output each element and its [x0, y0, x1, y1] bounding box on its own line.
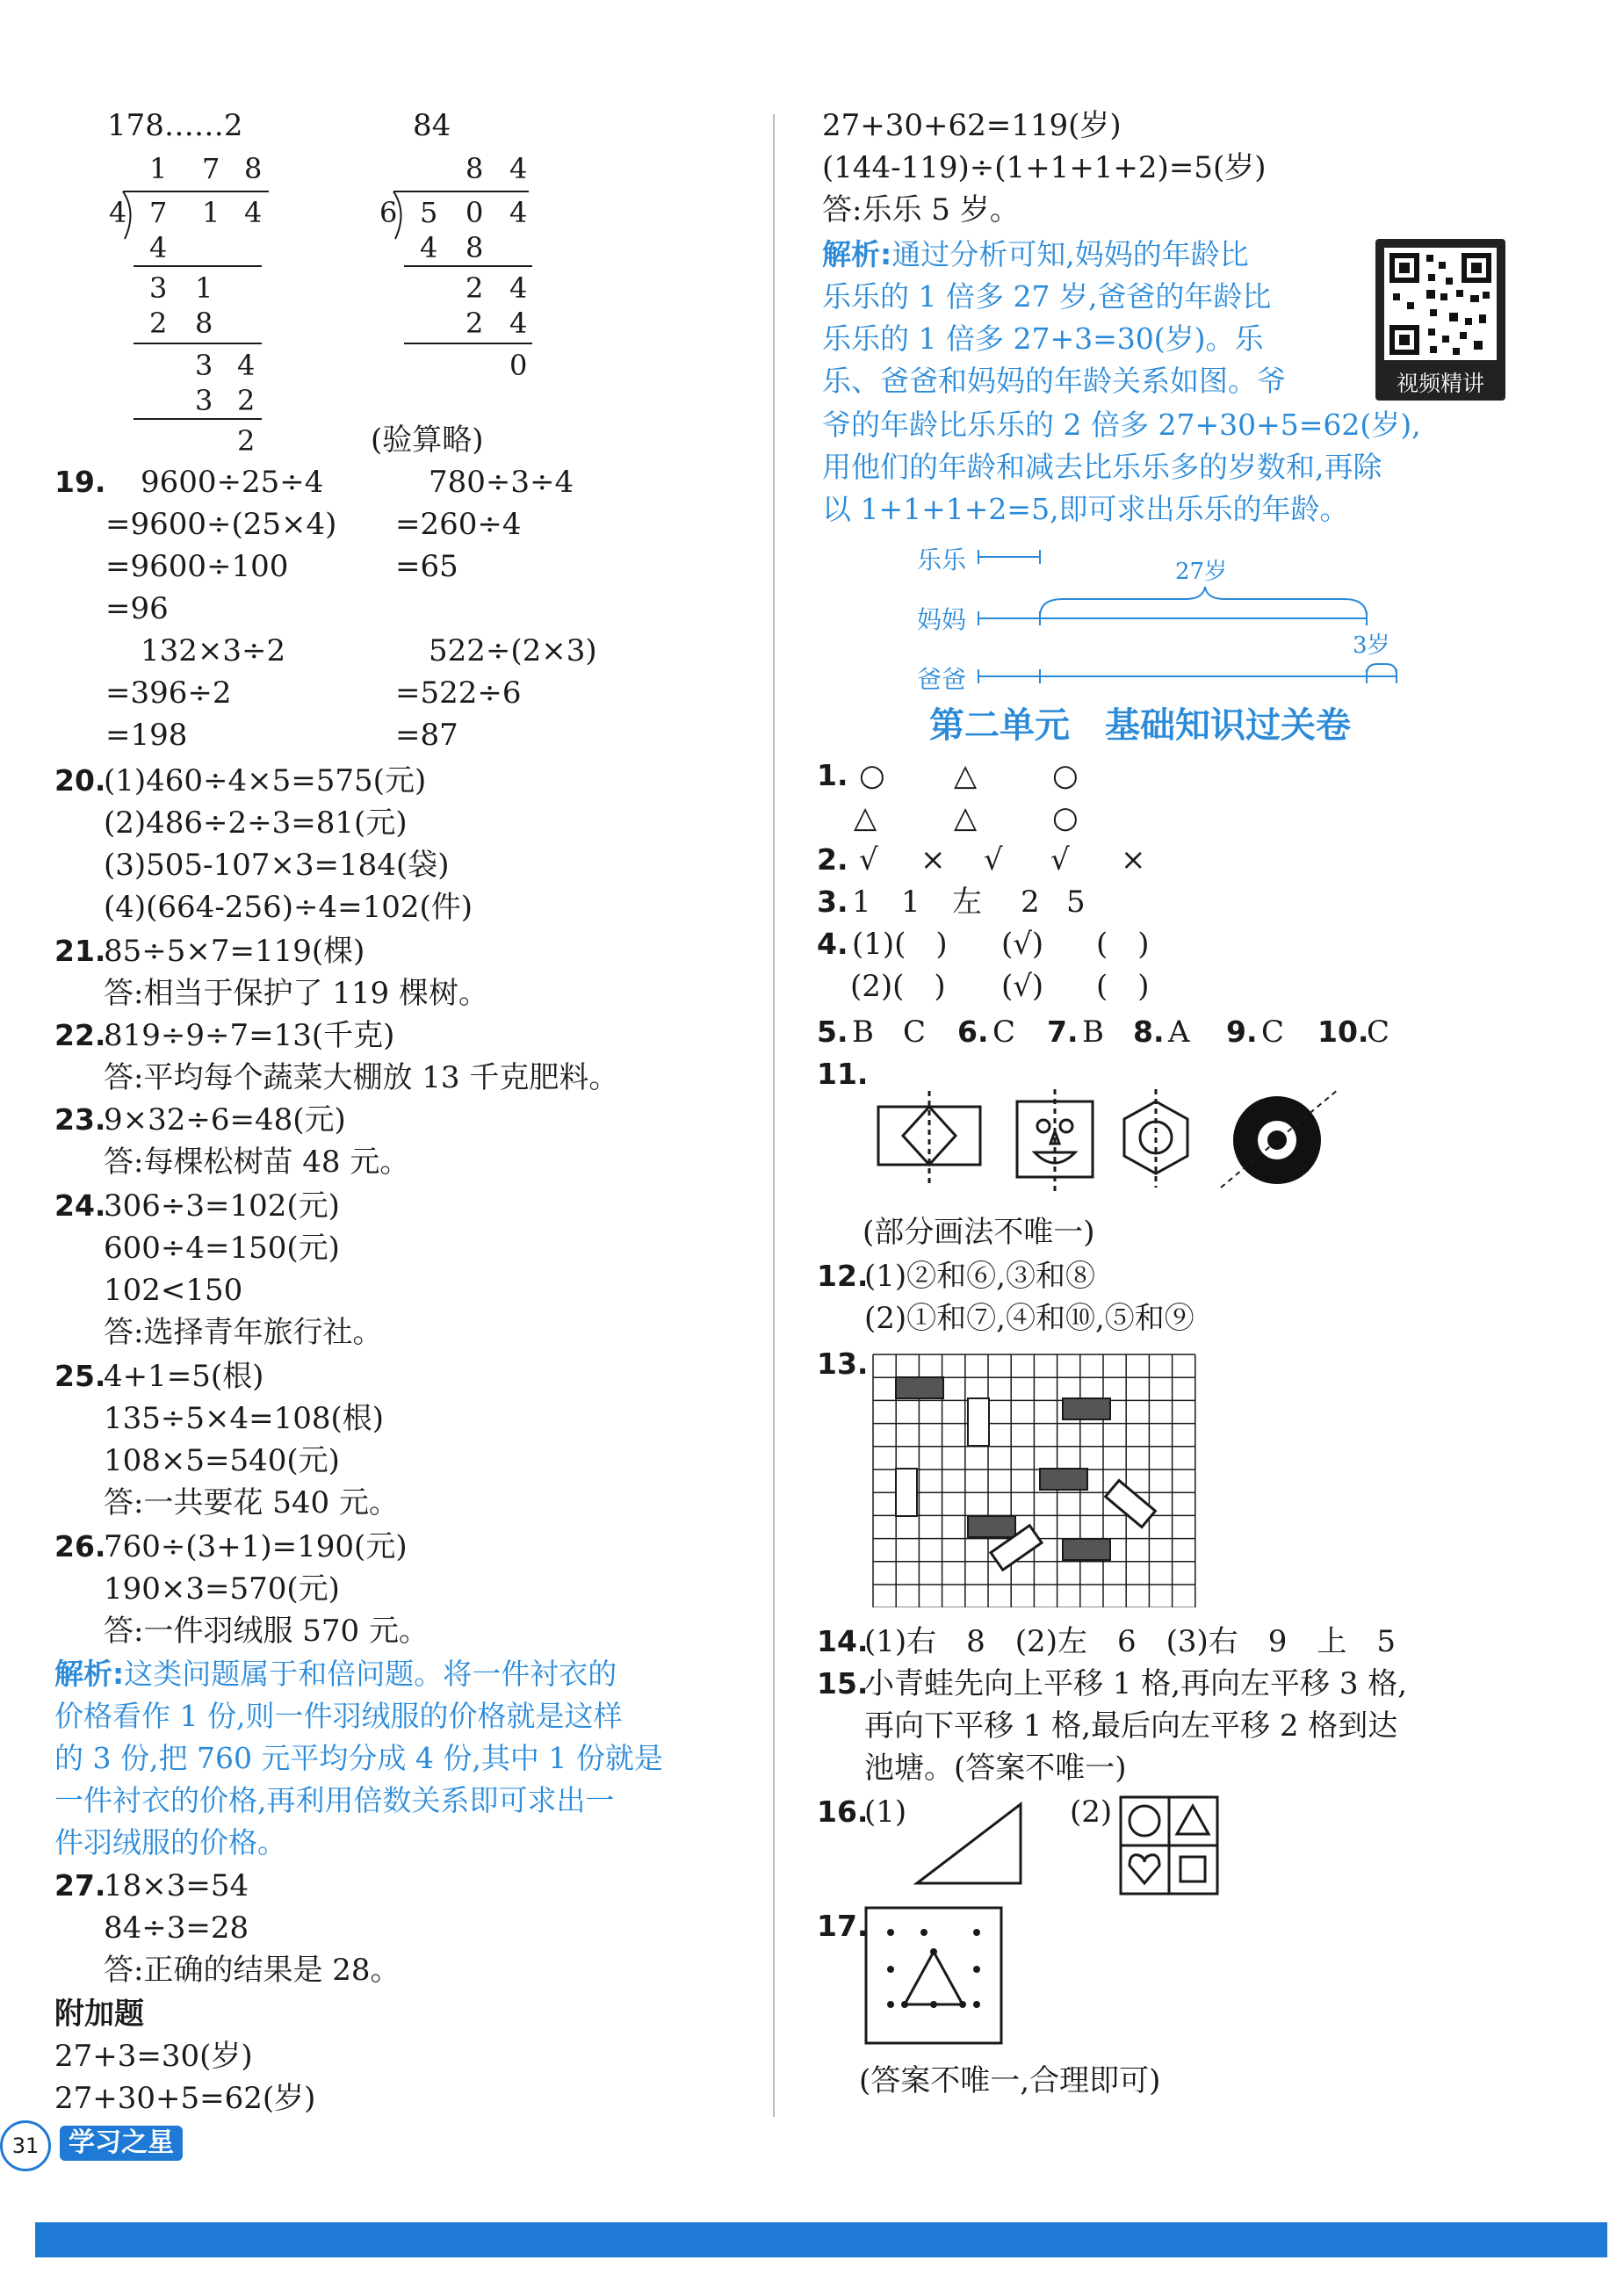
- analysis-line: 一件衬衣的价格,再利用倍数关系即可求出一: [54, 1783, 615, 1817]
- answer-line: 819÷9÷7=13(千克): [104, 1018, 395, 1053]
- question-number: 26.: [54, 1529, 106, 1563]
- note: (部分画法不唯一): [863, 1215, 1095, 1250]
- mark-answer: √: [1050, 842, 1070, 877]
- question-number: 25.: [54, 1359, 106, 1393]
- question-number: 14.: [817, 1624, 869, 1658]
- quotient-digit: 8: [466, 152, 484, 185]
- diagram-label-3: 3岁: [1353, 632, 1390, 659]
- answer-line: 108×5=540(元): [104, 1443, 340, 1478]
- answer-line: 小青蛙先向上平移 1 格,再向左平移 3 格,: [864, 1666, 1408, 1701]
- dividend-digit: 1: [202, 196, 220, 229]
- analysis-block: [54, 1653, 617, 1695]
- step-digit: 3: [195, 349, 213, 382]
- step-digit: 4: [509, 307, 528, 340]
- footer-bar: [35, 2222, 1607, 2257]
- division1-result: 178……2: [107, 108, 243, 143]
- analysis-line: 价格看作 1 份,则一件羽绒服的价格就是这样: [54, 1699, 623, 1733]
- question-number: 2.: [817, 842, 848, 877]
- answer-line: 600÷4=150(元): [104, 1231, 340, 1266]
- answer-line: 84÷3=28: [104, 1910, 249, 1946]
- analysis-line: 的 3 份,把 760 元平均分成 4 份,其中 1 份就是: [54, 1741, 663, 1775]
- analysis-line: 用他们的年龄和减去比乐乐多的岁数和,再除: [822, 450, 1382, 484]
- fill-answer: 1: [901, 885, 920, 920]
- quotient-digit: 1: [149, 152, 168, 185]
- fill-answer: (√): [1001, 927, 1044, 962]
- shape-grid: [1119, 1795, 1219, 1896]
- answer-line: 27+30+5=62(岁): [54, 2081, 316, 2116]
- analysis-line: 件羽绒服的价格。: [54, 1825, 286, 1860]
- step-digit: 3: [195, 384, 213, 417]
- remainder: 0: [509, 349, 528, 382]
- question-number: 9.: [1226, 1015, 1258, 1049]
- qr-label: 视频精讲: [1396, 371, 1484, 396]
- step-digit: 1: [195, 271, 213, 305]
- fill-answer: (√): [1001, 969, 1044, 1004]
- answer-line: 答:平均每个蔬菜大棚放 13 千克肥料。: [104, 1060, 619, 1095]
- fill-answer: 左: [952, 885, 982, 920]
- answer-line: 答:选择青年旅行社。: [104, 1315, 383, 1350]
- page-number-badge: [0, 2120, 51, 2171]
- analysis-label: 解析:: [54, 1657, 125, 1691]
- mark-answer: ×: [1121, 842, 1146, 877]
- answer-line: 答:一件羽绒服 570 元。: [104, 1614, 429, 1649]
- question-number: 11.: [817, 1057, 869, 1091]
- analysis-label: 解析:: [822, 237, 892, 271]
- quotient-digit: 8: [244, 152, 263, 185]
- right-triangle: [913, 1801, 1028, 1888]
- q19-line: 522÷(2×3): [429, 633, 597, 668]
- dividend-digit: 7: [149, 196, 168, 229]
- question-number: 10.: [1317, 1015, 1369, 1049]
- answer-line: (4)(664-256)÷4=102(件): [104, 890, 473, 925]
- dividend-digit: 5: [420, 196, 438, 229]
- question-number: 6.: [957, 1015, 989, 1049]
- divisor: 6: [379, 196, 398, 229]
- diagram-row-label: 爸爸: [917, 665, 967, 694]
- answer-line: 4+1=5(根): [104, 1359, 264, 1394]
- dividend-digit: 4: [509, 196, 528, 229]
- analysis-line: 通过分析可知,妈妈的年龄比: [891, 237, 1249, 271]
- answer-line: 池塘。(答案不唯一): [864, 1751, 1127, 1786]
- q19-line: =260÷4: [395, 507, 522, 542]
- analysis-line: 以 1+1+1+2=5,即可求出乐乐的年龄。: [822, 492, 1349, 526]
- answer-line: (3)505-107×3=184(袋): [104, 848, 450, 883]
- analysis-line: 乐乐的 1 倍多 27+3=30(岁)。乐: [822, 321, 1264, 356]
- step-digit: 2: [149, 307, 168, 340]
- step-digit: 8: [195, 307, 213, 340]
- answer-line: 答:一共要花 540 元。: [104, 1485, 399, 1520]
- answer-line: 306÷3=102(元): [104, 1188, 340, 1224]
- question-number: 22.: [54, 1018, 106, 1052]
- extra-title: 附加题: [54, 1997, 144, 2032]
- answer-line: 答:乐乐 5 岁。: [822, 192, 1020, 227]
- q19-line: =65: [395, 549, 458, 584]
- symmetry-figures: [870, 1089, 1379, 1221]
- brand-logo: 学习之星: [60, 2126, 183, 2161]
- quotient-digit: 7: [202, 152, 220, 185]
- answer-line: 190×3=570(元): [104, 1571, 340, 1607]
- question-number: 7.: [1047, 1015, 1079, 1049]
- question-number: 5.: [817, 1015, 848, 1049]
- part-label: (2): [1070, 1795, 1113, 1830]
- fill-answer: 5: [1066, 885, 1086, 920]
- question-number: 17.: [817, 1909, 869, 1943]
- question-number: 12.: [817, 1259, 869, 1293]
- answer-line: (1)460÷4×5=575(元): [104, 763, 427, 798]
- answer-line: (1)②和⑥,③和⑧: [864, 1259, 1095, 1294]
- analysis-line: 爷的年龄比乐乐的 2 倍多 27+30+5=62(岁),: [822, 408, 1421, 442]
- answer-line: (144-119)÷(1+1+1+2)=5(岁): [822, 150, 1267, 185]
- choice-answer: C: [903, 1015, 927, 1050]
- q19-line: =522÷6: [395, 675, 522, 711]
- q19-line: 9600÷25÷4: [141, 465, 324, 500]
- choice-answer: B: [1082, 1015, 1104, 1050]
- age-relation-diagram: [975, 545, 1414, 694]
- question-number: 16.: [817, 1795, 869, 1829]
- qr-code-icon: [1375, 239, 1505, 369]
- q19-line: =396÷2: [105, 675, 232, 711]
- dividend-digit: 0: [466, 196, 484, 229]
- answer-line: 27+3=30(岁): [54, 2039, 253, 2074]
- shape-answer: ○: [1052, 758, 1079, 793]
- choice-answer: A: [1168, 1015, 1190, 1050]
- answer-line: 18×3=54: [104, 1868, 249, 1903]
- fill-answer: 2: [1021, 885, 1040, 920]
- answer-line: (2)486÷2÷3=81(元): [104, 805, 408, 841]
- answer-line: 再向下平移 1 格,最后向左平移 2 格到达: [864, 1708, 1398, 1744]
- unit-title: 第二单元 基础知识过关卷: [929, 705, 1351, 746]
- answer-line: 答:每棵松树苗 48 元。: [104, 1145, 410, 1180]
- question-number: 1.: [817, 758, 848, 792]
- dot-triangle: [864, 1906, 1005, 2047]
- diagram-row-label: 乐乐: [917, 545, 967, 574]
- question-number: 21.: [54, 934, 106, 968]
- fill-answer: ( ): [1096, 927, 1150, 962]
- question-number: 8.: [1133, 1015, 1165, 1049]
- analysis-line: 这类问题属于和倍问题。将一件衬衣的: [124, 1657, 617, 1691]
- answer-line: 答:正确的结果是 28。: [104, 1953, 401, 1988]
- step-digit: 4: [237, 349, 256, 382]
- question-number: 24.: [54, 1188, 106, 1223]
- answer-line: 9×32÷6=48(元): [104, 1102, 346, 1137]
- mark-answer: √: [859, 842, 878, 877]
- column-divider: [773, 114, 775, 2117]
- diagram-label-27: 27岁: [1175, 559, 1228, 585]
- answer-line: 27+30+62=119(岁): [822, 108, 1122, 143]
- shape-answer: ○: [1052, 800, 1079, 835]
- question-number: 27.: [54, 1868, 106, 1903]
- quotient-digit: 4: [509, 152, 528, 185]
- q19-line: =198: [105, 718, 188, 753]
- divisor: 4: [109, 196, 127, 229]
- answer-line: 135÷5×4=108(根): [104, 1401, 385, 1436]
- fill-answer: (1)( ): [852, 927, 948, 962]
- choice-answer: C: [1261, 1015, 1285, 1050]
- dividend-digit: 4: [244, 196, 263, 229]
- remainder: 2: [237, 424, 256, 458]
- answer-line: 85÷5×7=119(棵): [104, 934, 365, 969]
- answer-line: (1)右 8 (2)左 6 (3)右 9 上 5: [864, 1624, 1397, 1659]
- answer-line: 102<150: [104, 1273, 243, 1308]
- answer-line: (2)①和⑦,④和⑩,⑤和⑨: [864, 1301, 1195, 1336]
- choice-answer: C: [1367, 1015, 1390, 1050]
- step-digit: 4: [509, 271, 528, 305]
- qr-code[interactable]: [1375, 239, 1505, 401]
- division2-result: 84: [413, 108, 451, 143]
- answer-line: 760÷(3+1)=190(元): [104, 1529, 408, 1564]
- shape-answer: △: [854, 800, 877, 835]
- question-number: 4.: [817, 927, 848, 961]
- analysis-line: 乐乐的 1 倍多 27 岁,爸爸的年龄比: [822, 279, 1272, 314]
- step-digit: 4: [420, 231, 438, 264]
- step-digit: 3: [149, 271, 168, 305]
- q19-line: 132×3÷2: [141, 633, 286, 668]
- question-number: 20.: [54, 763, 106, 798]
- check-note: (验算略): [371, 422, 484, 458]
- q19-line: =96: [105, 591, 169, 626]
- choice-answer: C: [992, 1015, 1016, 1050]
- step-digit: 2: [466, 271, 484, 305]
- question-number: 3.: [817, 885, 848, 919]
- step-digit: 2: [466, 307, 484, 340]
- step-digit: 2: [237, 384, 256, 417]
- fill-answer: (2)( ): [850, 969, 946, 1004]
- question-number: 15.: [817, 1666, 869, 1701]
- q19-line: =9600÷100: [105, 549, 289, 584]
- question-number: 13.: [817, 1347, 869, 1381]
- fill-answer: ( ): [1096, 969, 1150, 1004]
- question-number: 23.: [54, 1102, 106, 1137]
- analysis-block: [822, 234, 1249, 276]
- mark-answer: √: [984, 842, 1003, 877]
- fill-answer: 1: [852, 885, 871, 920]
- note: (答案不唯一,合理即可): [859, 2063, 1161, 2098]
- choice-answer: B: [852, 1015, 874, 1050]
- shape-answer: △: [954, 800, 978, 835]
- answer-line: 答:相当于保护了 119 棵树。: [104, 976, 488, 1011]
- part-label: (1): [864, 1795, 907, 1830]
- question-number: 19.: [54, 465, 106, 499]
- q19-line: =87: [395, 718, 458, 753]
- step-digit: 8: [466, 231, 484, 264]
- mark-answer: ×: [920, 842, 946, 877]
- analysis-line: 乐、爸爸和妈妈的年龄关系如图。爷: [822, 364, 1286, 398]
- shape-answer: ○: [859, 758, 885, 793]
- translation-grid: [870, 1353, 1203, 1607]
- shape-answer: △: [954, 758, 978, 793]
- diagram-row-label: 妈妈: [917, 605, 967, 634]
- q19-line: 780÷3÷4: [429, 465, 574, 500]
- page-number: 31: [11, 2134, 40, 2158]
- q19-line: =9600÷(25×4): [105, 507, 337, 542]
- step-digit: 4: [149, 231, 168, 264]
